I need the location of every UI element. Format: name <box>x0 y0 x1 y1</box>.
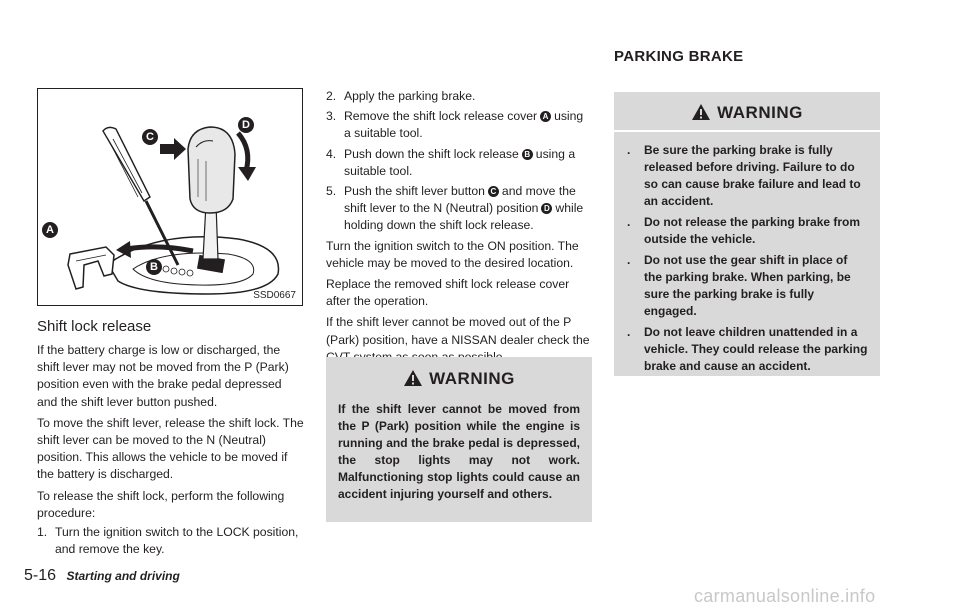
parking-brake-heading: PARKING BRAKE <box>614 48 744 65</box>
left-column <box>37 318 305 558</box>
bullet-text: Do not use the gear shift in place of the parking brake. When parking, be sure the parking brake is fully engaged. <box>644 253 851 318</box>
warning-title: WARNING <box>429 369 515 388</box>
callout-a-inline: A <box>540 111 551 122</box>
section-heading-shift-lock: Shift lock release <box>37 318 152 335</box>
middle-column <box>326 88 593 366</box>
paragraph: If the shift lever cannot be moved out of the P (Park) position, have a NISSAN dealer check the <box>326 315 590 347</box>
step-2 <box>326 88 593 105</box>
page-footer <box>24 567 180 585</box>
callout-d: D <box>238 117 254 133</box>
warning-box-parking-brake <box>614 92 880 376</box>
warning-box-shift-lever <box>326 357 592 522</box>
paragraph: To release the shift lock, perform the following procedure: <box>37 488 285 520</box>
bullet-mark: . <box>627 325 631 339</box>
step-text: while holding down the shift lock release. <box>344 201 584 233</box>
watermark: carmanualsonline.info <box>694 586 876 606</box>
step-1 <box>37 524 305 558</box>
bullet-text: Be sure the parking brake is fully released before driving. Failure to do so can cause brake failure and lead to an accident. <box>644 143 861 208</box>
warning-heading <box>614 92 880 132</box>
warning-bullet <box>622 324 868 375</box>
paragraph: Replace the removed shift lock release cover after the operation. <box>326 277 570 309</box>
paragraph: To move the shift lever, release the shift lock. The shift lever can be moved to the N (Neutral) position. This allows the vehicle to be moved if the battery is discharged. <box>37 415 304 482</box>
bullet-mark: . <box>627 143 631 157</box>
callout-c-inline: C <box>488 186 499 197</box>
warning-text: If the shift lever cannot be moved from the P (Park) position while the engine is running and the brake pedal is depressed, the stop lights may not work. Malfunctioning stop lights could cause an accident injuring yourself and others. <box>338 402 580 501</box>
callout-a: A <box>42 222 58 238</box>
step-4 <box>326 146 593 180</box>
step-number: 2. <box>326 89 337 103</box>
figure-code: SSD0667 <box>253 290 296 301</box>
warning-triangle-icon <box>691 103 711 121</box>
warning-bullets <box>614 132 880 375</box>
paragraph: If the battery charge is low or discharged, the shift lever may not be moved from the P (Park) position even with the brake pedal depressed and the shift lever button pushed. <box>37 343 289 409</box>
shift-lock-illustration <box>38 89 301 304</box>
warning-heading <box>338 369 580 389</box>
step-text: using a suitable tool. <box>344 109 584 141</box>
step-text: Push the shift lever button <box>344 184 485 199</box>
callout-b-inline: B <box>522 149 533 160</box>
section-name: Starting and driving <box>66 569 180 583</box>
callout-b: B <box>146 259 162 275</box>
bullet-text: Do not leave children unattended in a vehicle. They could release the parking brake and cause an accident. <box>644 325 868 373</box>
step-number: 4. <box>326 146 337 161</box>
step-3 <box>326 108 593 142</box>
callout-d-inline: D <box>541 203 552 214</box>
bullet-mark: . <box>627 215 631 229</box>
paragraph: Turn the ignition switch to the ON position. The vehicle may be moved to the desired location. <box>326 238 579 270</box>
step-number: 5. <box>326 184 337 199</box>
warning-bullet <box>622 214 868 248</box>
warning-bullet <box>622 142 868 210</box>
step-5 <box>326 183 593 235</box>
callout-c: C <box>142 129 158 145</box>
step-text: Turn the ignition switch to the LOCK position, and remove the key. <box>55 525 299 557</box>
step-text: Remove the shift lock release cover <box>344 109 538 124</box>
step-text: Apply the parking brake. <box>344 89 476 103</box>
step-number: 1. <box>37 525 48 540</box>
bullet-mark: . <box>627 253 631 267</box>
warning-triangle-icon <box>403 369 423 387</box>
step-text: using a suitable tool. <box>344 146 576 178</box>
figure-shift-lock <box>37 88 303 306</box>
warning-bullet <box>622 252 868 320</box>
page-number: 5-16 <box>24 567 57 584</box>
warning-title: WARNING <box>717 103 803 122</box>
bullet-text: Do not release the parking brake from outside the vehicle. <box>644 215 861 246</box>
step-text: Push down the shift lock release <box>344 146 519 161</box>
step-number: 3. <box>326 109 337 124</box>
step-text: and move the shift lever to the N (Neutral) position <box>344 184 576 216</box>
